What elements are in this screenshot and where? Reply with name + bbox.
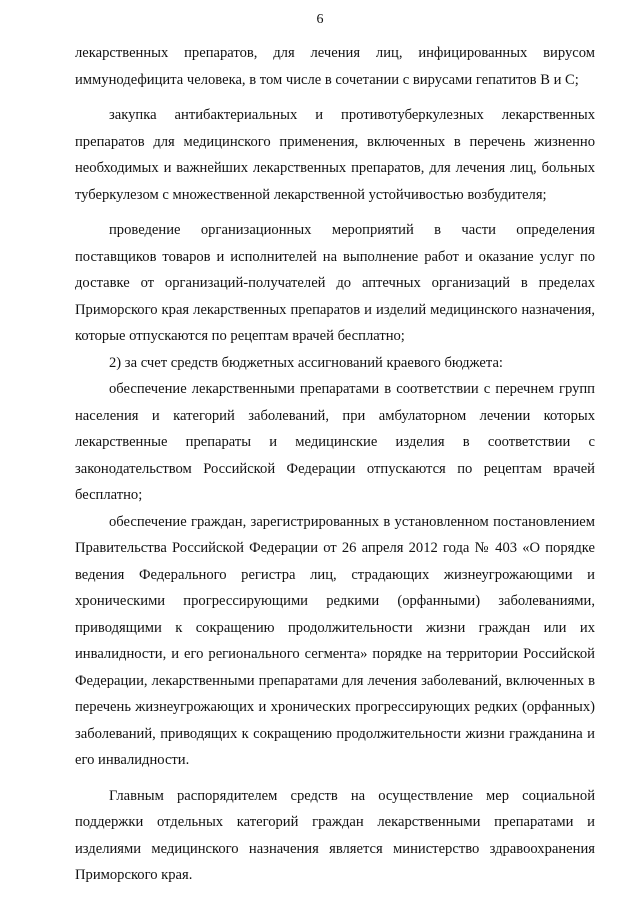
paragraph-outpatient-provision: обеспечение лекарственными препаратами в соответствии с перечнем групп населения и категорий заболеваний, при амбулаторном лечении которых лекарственные препараты и медицинские изделия в соответствии с законодательством Российской Федерации отпускаются по рецептам врачей бесплатно; <box>75 381 595 503</box>
paragraph-orphan-diseases: обеспечение граждан, зарегистрированных в установленном постановлением Правительства Российской Федерации от 26 апреля 2012 года № 403 «О порядке ведения Федерального регистра лиц, страдающих жизнеугрожающими и хроническими прогрессирующими редкими (орфанными) заболеваниями, приводящими к сокращению продолжительности жизни граждан или их инвалидности, и его регионального сегмента» порядке на территории Российской Федерации, лекарственными препаратами для лечения заболеваний, включенных в перечень жизнеугрожающих и хронических прогрессирующих редких (орфанных) заболеваний, приводящих к сокращению продолжительности жизни гражданина и его инвалидности. <box>75 513 595 768</box>
paragraph-continued-text: лекарственных препаратов, для лечения лиц, инфицированных вирусом иммунодефицита человека, в том числе в сочетании с вирусами гепатитов В и С; <box>75 45 595 88</box>
paragraph-regional-budget-heading: 2) за счет средств бюджетных ассигнований краевого бюджета: <box>109 354 503 371</box>
document-body <box>75 40 595 889</box>
paragraph-chief-administrator: Главным распорядителем средств на осуществление мер социальной поддержки отдельных категорий граждан лекарственными препаратами и изделиями медицинского назначения является министерство здравоохранения Приморского края. <box>75 787 595 883</box>
paragraph-antibacterial-procurement: закупка антибактериальных и противотуберкулезных лекарственных препаратов для медицинского применения, включенных в перечень жизненно необходимых и важнейших лекарственных препаратов, для лечения лиц, больных туберкулезом с множественной лекарственной устойчивостью возбудителя; <box>75 107 595 203</box>
page-number: 6 <box>316 12 324 27</box>
paragraph-organizational-measures: проведение организационных мероприятий в части определения поставщиков товаров и исполнителей на выполнение работ и оказание услуг по доставке от организаций-получателей до аптечных организаций в пределах Приморского края лекарственных препаратов и изделий медицинского назначения, которые отпускаются по рецептам врачей бесплатно; <box>75 222 595 344</box>
